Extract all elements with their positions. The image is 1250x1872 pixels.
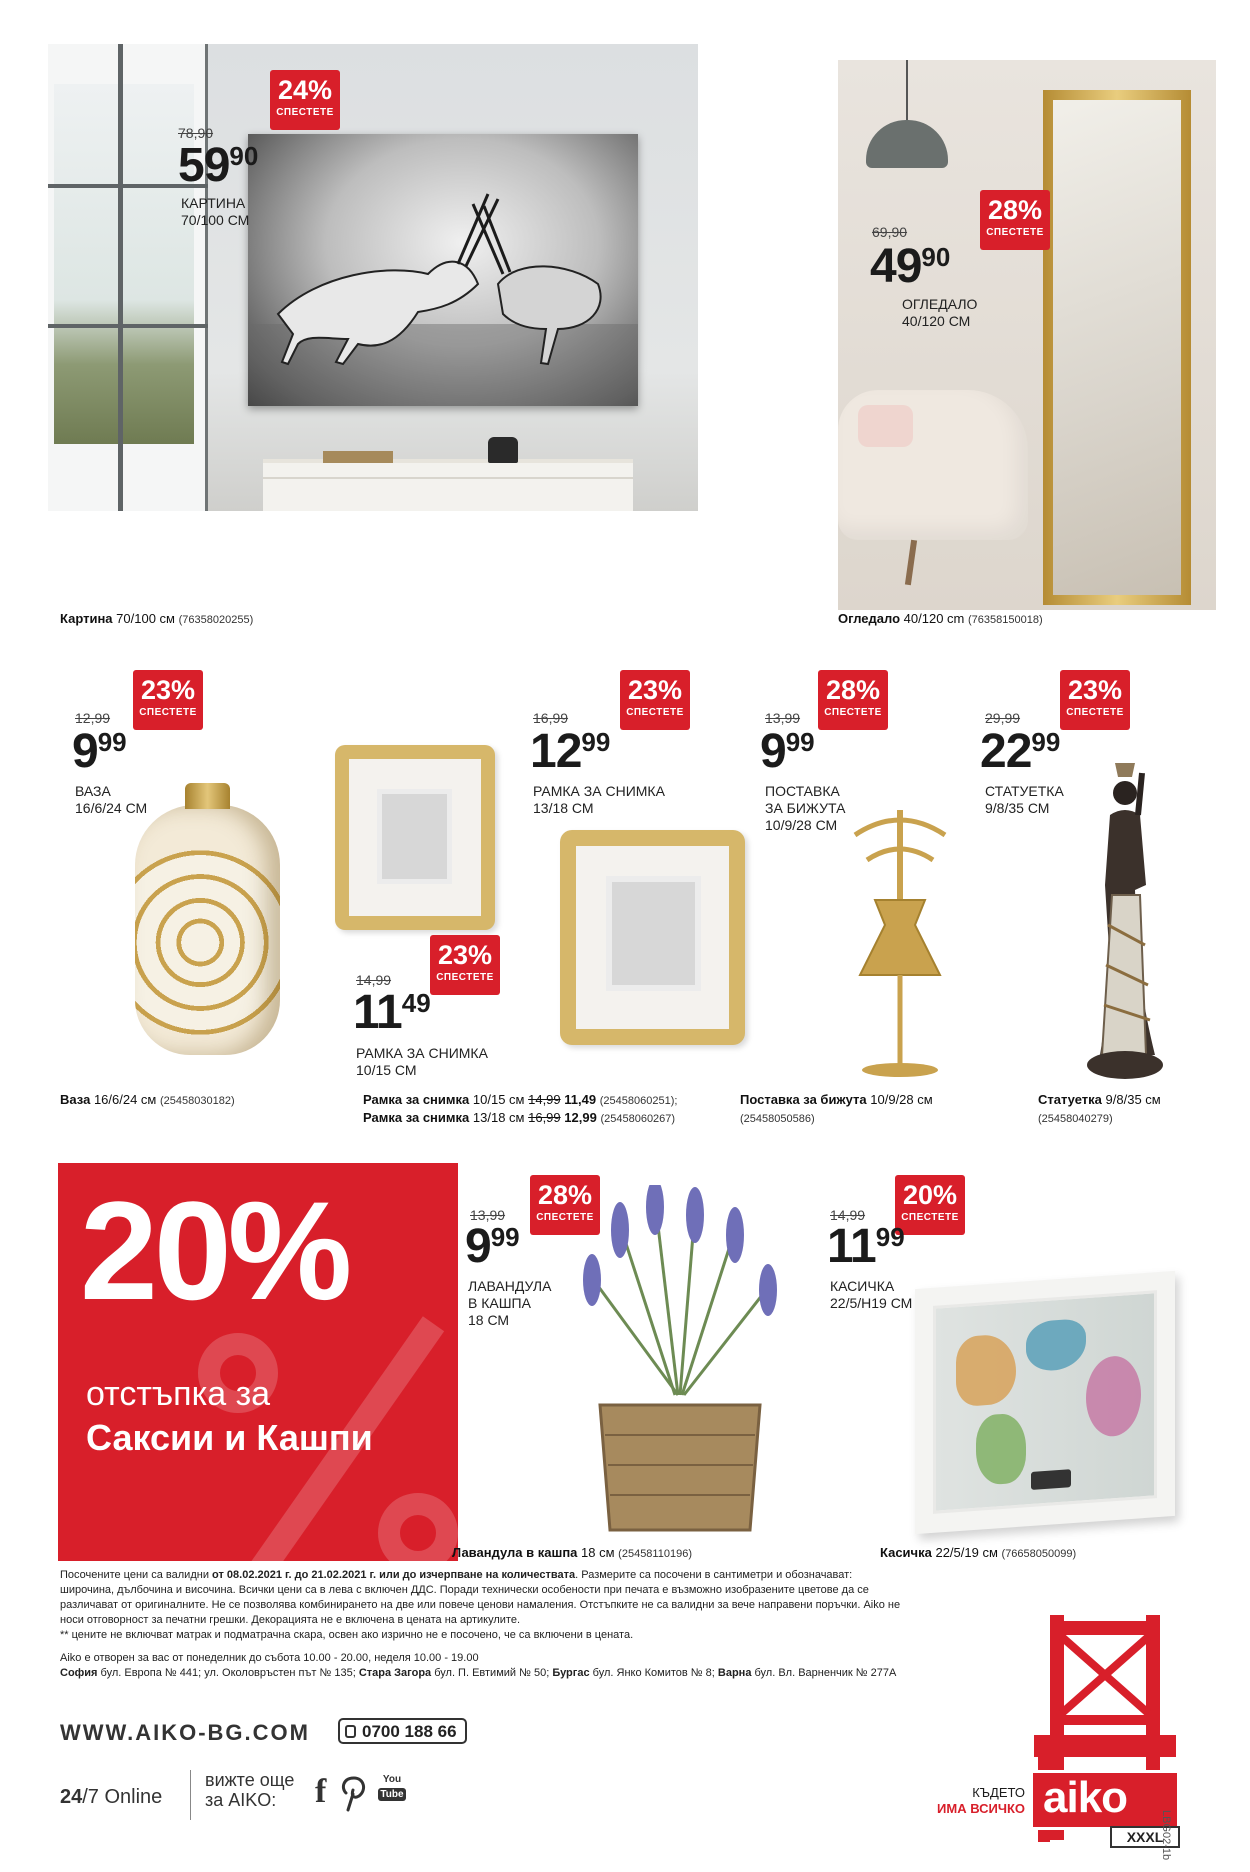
- window-frame: [48, 44, 208, 511]
- discount-badge: 28% СПЕСТЕТЕ: [530, 1175, 600, 1235]
- vase-image: [135, 805, 280, 1055]
- jewelry-stand-image: [835, 800, 965, 1080]
- discount-badge: 24% СПЕСТЕТЕ: [270, 70, 340, 130]
- pendant-lamp: [906, 60, 908, 120]
- product-code: (25458050586): [740, 1113, 815, 1125]
- divider: [190, 1770, 191, 1820]
- promo-line2: Саксии и Кашпи: [86, 1417, 373, 1458]
- product-label: ВАЗА 16/6/24 СМ: [75, 783, 148, 816]
- product-label: РАМКА ЗА СНИМКА 13/18 СМ: [533, 783, 665, 816]
- painting-canvas: [248, 134, 638, 406]
- price: 1299: [530, 725, 611, 778]
- aiko-logo: aiko: [1030, 1770, 1180, 1830]
- discount-badge: 23% СПЕСТЕТЕ: [620, 670, 690, 730]
- product-caption: Картина 70/100 см (76358020255): [60, 611, 254, 626]
- old-price: 13,99: [765, 710, 801, 726]
- mirror-frame: [1043, 90, 1191, 605]
- discount-badge: 23% СПЕСТЕТЕ: [430, 935, 500, 995]
- price: 1149: [353, 986, 431, 1039]
- moneybox-image: [915, 1271, 1175, 1534]
- see-more-text: вижте още за AIKO:: [205, 1770, 295, 1810]
- oryx-illustration: [248, 134, 638, 406]
- promo-line1: отстъпка за: [86, 1375, 271, 1413]
- product-label: КАРТИНА 70/100 СМ: [181, 195, 250, 228]
- pinterest-icon[interactable]: [340, 1776, 368, 1812]
- frame-caption-2: Рамка за снимка 13/18 см 16,99 12,99 (25458060267): [363, 1110, 676, 1125]
- document-code: LBG02-1b: [1160, 1810, 1172, 1861]
- online-24-7: 24/7 Online: [60, 1786, 163, 1808]
- product-label: КАСИЧКА 22/5/Н19 СМ: [830, 1278, 913, 1311]
- product-caption: Касичка 22/5/19 см (76658050099): [880, 1545, 1077, 1560]
- phone-icon: [345, 1725, 356, 1738]
- discount-badge: 20% СПЕСТЕТЕ: [895, 1175, 965, 1235]
- price: 2299: [980, 725, 1061, 778]
- discount-badge: 23% СПЕСТЕТЕ: [133, 670, 203, 730]
- promo-banner: [58, 1163, 458, 1561]
- product-caption: Ваза 16/6/24 см (25458030182): [60, 1092, 235, 1107]
- price: 999: [760, 725, 815, 778]
- discount-badge: 23% СПЕСТЕТЕ: [1060, 670, 1130, 730]
- website-link[interactable]: WWW.AIKO-BG.COM: [60, 1720, 310, 1745]
- old-price: 78,90: [178, 125, 214, 141]
- discount-badge: 28% СПЕСТЕТЕ: [818, 670, 888, 730]
- facebook-icon[interactable]: f: [315, 1773, 327, 1810]
- phone-number[interactable]: 0700 188 66: [338, 1718, 467, 1744]
- old-price: 13,99: [470, 1207, 506, 1223]
- sideboard: [263, 459, 633, 511]
- youtube-icon[interactable]: You Tube: [378, 1773, 406, 1807]
- price: 4990: [870, 240, 951, 293]
- store-addresses: София бул. Европа № 441; ул. Околовръстен път № 135; Стара Загора бул. П. Евтимий № 50; Бургас бул. Янко Комитов № 8; Варна бул. Вл. Варненчик № 277А: [60, 1667, 897, 1679]
- statue-image: [1060, 755, 1170, 1085]
- lavender-image: [560, 1185, 795, 1545]
- price: 1199: [827, 1220, 905, 1273]
- old-price: 14,99: [830, 1207, 866, 1223]
- xxxl-badge: XXXL: [1110, 1826, 1180, 1848]
- photo-frame-small-image: [335, 745, 495, 930]
- old-price: 16,99: [533, 710, 569, 726]
- product-caption: Огледало 40/120 cm (76358150018): [838, 611, 1043, 626]
- product-label: ОГЛЕДАЛО 40/120 СМ: [902, 296, 978, 329]
- price: 5990: [178, 139, 259, 192]
- price: 999: [465, 1220, 520, 1273]
- product-caption: Статуетка 9/8/35 см: [1038, 1092, 1161, 1107]
- product-label: СТАТУЕТКА 9/8/35 СМ: [985, 783, 1064, 816]
- product-code: (25458040279): [1038, 1113, 1113, 1125]
- photo-frame-big-image: [560, 830, 745, 1045]
- product-label: ЛАВАНДУЛА В КАШПА 18 СМ: [468, 1278, 552, 1328]
- price: 999: [72, 725, 127, 778]
- old-price: 69,90: [872, 224, 908, 240]
- legal-text: Посочените цени са валидни от 08.02.2021 г. до 21.02.2021 г. или до изчерпване на количествата. Размерите са посочени в сантиметри и обозначават: широчина, дълбочина и височина. Всички цени са в лева с включен ДДС. Поради технически особености при печата е възможно изобразените цветове да се различават от оригиналните. Не се позволява комбинирането на две или повече ценови намаления. Отстъпките не са валидни за вече направени поръчки. Аiko не носи отговорност за печатни грешки. Декорацията не е включена в цената на артикулите. ** цените не включват матрак и подматрачна скара, освен ако изрично не е посочено, че са включени в цената. Aiko е отворен за вас от понеделник до събота 10.00 - 20.00, неделя 10.00 - 19.00 София бул. Европа № 441; ул. Околовръстен път № 135; Стара Загора бул. П. Евтимий № 50; Бургас бул. Янко Комитов № 8; Варна бул. Вл. Варненчик № 277А: [60, 1568, 920, 1681]
- discount-badge: 28% СПЕСТЕТЕ: [980, 190, 1050, 250]
- product-label: РАМКА ЗА СНИМКА 10/15 СМ: [356, 1045, 488, 1078]
- tagline: КЪДЕТО ИМА ВСИЧКО: [937, 1785, 1025, 1816]
- product-label: ПОСТАВКА ЗА БИЖУТА 10/9/28 СМ: [765, 783, 846, 833]
- product-caption: Поставка за бижута 10/9/28 см: [740, 1092, 933, 1107]
- product-caption: Лавандула в кашпа 18 см (25458110196): [452, 1545, 692, 1560]
- frame-caption-1: Рамка за снимка 10/15 см 14,99 11,49 (25458060251);: [363, 1092, 678, 1107]
- promo-percent: 20%: [80, 1172, 349, 1329]
- old-price: 29,99: [985, 710, 1021, 726]
- painting-scene: [48, 44, 698, 511]
- old-price: 12,99: [75, 710, 111, 726]
- old-price: 14,99: [356, 972, 392, 988]
- mirror-scene: [838, 60, 1216, 610]
